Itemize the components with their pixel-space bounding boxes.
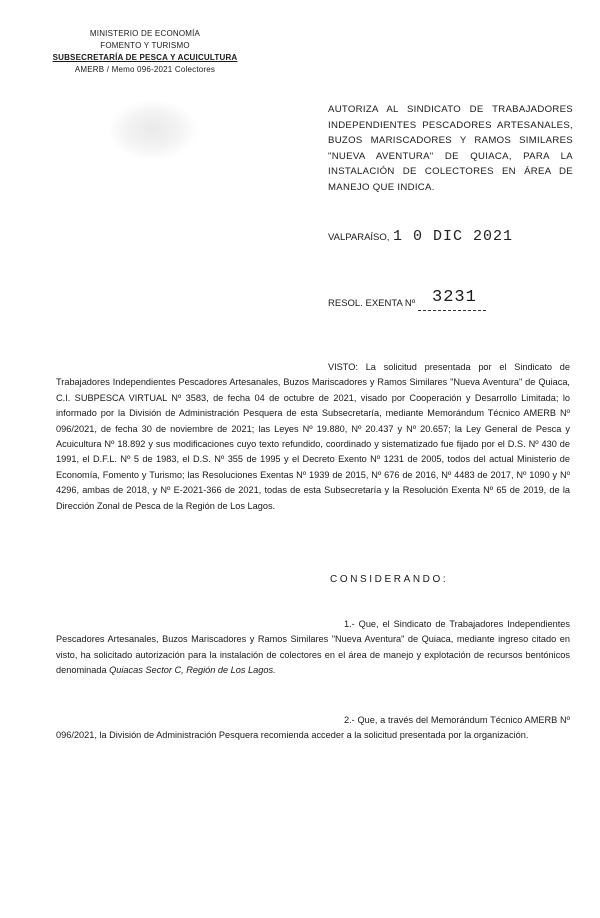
resolution-title: AUTORIZA AL SINDICATO DE TRABAJADORES INDEPENDIENTES PESCADORES ARTESANALES, BUZOS MARISCADORES Y RAMOS SIMILARES "NUEVA AVENTURA" DE QUIACA, PARA LA INSTALACIÓN DE COLECTORES EN ÁREA DE MANEJO QUE INDICA.: [328, 104, 573, 193]
undersecretariat-name: SUBSECRETARÍA DE PESCA Y ACUICULTURA: [52, 53, 238, 62]
resolution-number: 3231: [432, 288, 477, 307]
ministry-name: MINISTERIO DE ECONOMÍA: [89, 29, 201, 38]
memo-reference: AMERB / Memo 096-2021 Colectores: [74, 65, 216, 74]
visto-paragraph: VISTO: La solicitud presentada por el Sindicato de Trabajadores Independientes Pescadores Artesanales, Buzos Mariscadores y Ramos Similares "Nueva Aventura" de Quiaca, C.I. SUBPESCA VIRTUAL Nº 3583, de fecha 04 de octubre de 2021, visado por Cooperación y Desarrollo Limitada; lo informado por la División de Administración Pesquera de esta Subsecretaría, mediante Memorándum Técnico AMERB Nº 096/2021, de fecha 30 de noviembre de 2021; las Leyes Nº 19.880, Nº 20.437 y Nº 20.657; la Ley General de Pesca y Acuicultura Nº 18.892 y sus modificaciones cuyo texto refundido, coordinado y sistematizado fue fijado por el D.S. Nº 430 de 1991, el D.F.L. Nº 5 de 1983, el D.S. Nº 355 de 1995 y el Decreto Exento Nº 1231 de 2005, todos del actual Ministerio de Economía, Fomento y Turismo; las Resoluciones Exentas Nº 1939 de 2015, Nº 676 de 2016, Nº 4483 de 2017, Nº 1090 y Nº 4296, ambas de 2018, y Nº E-2021-366 de 2021, todas de esta Subsecretaría y la Resolución Exenta Nº 65 de 2019, de la Dirección Zonal de Pesca de la Región de Los Lagos.: [56, 362, 570, 511]
considerando-paragraph-2: 2.- Que, a través del Memorándum Técnico AMERB Nº 096/2021, la División de Administración Pesquera recomienda acceder a la solicitud presentada por la organización.: [56, 715, 570, 741]
management-area-name: Quiacas Sector C, Región de Los Lagos.: [109, 665, 276, 676]
considerando-paragraph-1: [56, 617, 570, 679]
paragraph-1-text: 1.- Que, el Sindicato de Trabajadores Independientes Pescadores Artesanales, Buzos Mariscadores y Ramos Similares "Nueva Aventura" de Quiaca, mediante ingreso citado en visto, ha solicitado autorización para la instalación de colectores en el área de manejo y explotación de recursos bentónicos denominada: [56, 619, 570, 676]
considerando-heading: CONSIDERANDO:: [330, 574, 449, 585]
resolution-number-underline: [418, 310, 486, 311]
date-stamp: 1 0 DIC 2021: [393, 228, 514, 245]
ministry-subtitle: FOMENTO Y TURISMO: [100, 41, 190, 50]
resolution-label: RESOL. EXENTA Nº: [328, 298, 416, 309]
faded-seal-stamp: [108, 100, 198, 160]
letterhead: [40, 28, 250, 76]
place-label: VALPARAÍSO,: [328, 232, 390, 243]
